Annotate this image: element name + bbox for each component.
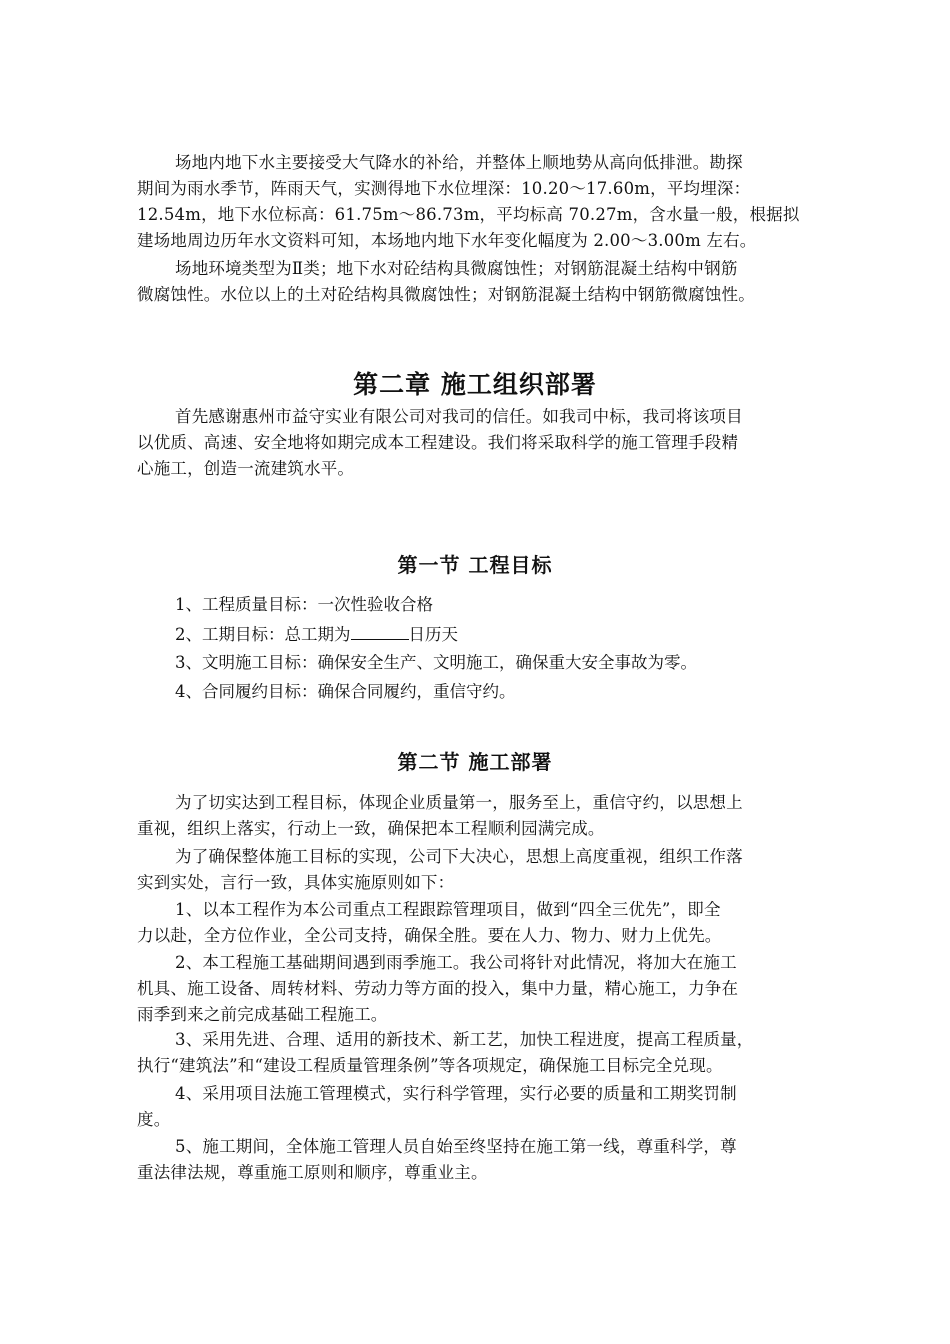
deployment-paragraph [137, 790, 837, 842]
text-line: 度。 [137, 1110, 171, 1129]
text-line: 12.54m，地下水位标高：61.75m～86.73m，平均标高 70.27m，含水量一般，根据拟 [137, 205, 800, 224]
goal-item-schedule-text: 2、工期目标：总工期为 [175, 625, 351, 644]
text-line: 3、采用先进、合理、适用的新技术、新工艺，加快工程进度，提高工程质量， [175, 1030, 754, 1049]
text-line: 5、施工期间，全体施工管理人员自始至终坚持在施工第一线，尊重科学，尊 [175, 1137, 737, 1156]
text-line: 1、以本工程作为本公司重点工程跟踪管理项目，做到“四全三优先”，即全 [175, 900, 721, 919]
chapter-intro-paragraph [137, 404, 837, 482]
chapter-title: 第二章 施工组织部署 [353, 370, 597, 399]
text-line: 执行“建筑法”和“建设工程质量管理条例”等各项规定，确保施工目标完全兑现。 [137, 1056, 723, 1075]
principle-item [137, 1081, 837, 1133]
duration-blank [351, 621, 409, 640]
text-line: 以优质、高速、安全地将如期完成本工程建设。我们将采取科学的施工管理手段精 [137, 433, 739, 452]
intro-paragraph-groundwater [137, 150, 837, 254]
goal-item-quality: 1、工程质量目标：一次性验收合格 [175, 595, 433, 614]
goal-item-contract: 4、合同履约目标：确保合同履约，重信守约。 [175, 682, 516, 701]
text-line: 实到实处，言行一致，具体实施原则如下： [137, 873, 455, 892]
goal-item-schedule-suffix: 日历天 [408, 625, 458, 644]
text-line: 2、本工程施工基础期间遇到雨季施工。我公司将针对此情况，将加大在施工 [175, 953, 737, 972]
text-line: 微腐蚀性。水位以上的土对砼结构具微腐蚀性；对钢筋混凝土结构中钢筋微腐蚀性。 [137, 285, 755, 304]
text-line: 期间为雨水季节，阵雨天气，实测得地下水位埋深：10.20～17.60m，平均埋深： [137, 179, 751, 198]
text-line: 建场地周边历年水文资料可知，本场地内地下水年变化幅度为 2.00～3.00m 左右。 [137, 231, 757, 250]
text-line: 4、采用项目法施工管理模式，实行科学管理，实行必要的质量和工期奖罚制 [175, 1084, 737, 1103]
deployment-paragraph [137, 844, 837, 896]
text-line: 重法律法规，尊重施工原则和顺序，尊重业主。 [137, 1163, 488, 1182]
principle-item [137, 897, 837, 949]
principle-item [137, 1027, 837, 1079]
section-title-goals: 第一节 工程目标 [397, 553, 553, 577]
text-line: 为了切实达到工程目标，体现企业质量第一，服务至上，重信守约，以思想上 [175, 793, 743, 812]
text-line: 力以赴，全方位作业，全公司支持，确保全胜。要在人力、物力、财力上优先。 [137, 926, 722, 945]
principle-item [137, 950, 837, 1028]
goal-item-schedule [175, 621, 458, 648]
section-title-deployment: 第二节 施工部署 [397, 750, 553, 774]
text-line: 雨季到来之前完成基础工程施工。 [137, 1005, 388, 1024]
goal-item-civilized: 3、文明施工目标：确保安全生产、文明施工，确保重大安全事故为零。 [175, 653, 697, 672]
text-line: 重视，组织上落实，行动上一致，确保把本工程顺利园满完成。 [137, 819, 605, 838]
text-line: 首先感谢惠州市益守实业有限公司对我司的信任。如我司中标，我司将该项目 [175, 407, 743, 426]
text-line: 场地环境类型为Ⅱ类；地下水对砼结构具微腐蚀性；对钢筋混凝土结构中钢筋 [175, 259, 738, 278]
text-line: 为了确保整体施工目标的实现，公司下大决心，思想上高度重视，组织工作落 [175, 847, 743, 866]
text-line: 机具、施工设备、周转材料、劳动力等方面的投入，集中力量，精心施工，力争在 [137, 979, 739, 998]
intro-paragraph-environment [137, 256, 837, 308]
text-line: 场地内地下水主要接受大气降水的补给，并整体上顺地势从高向低排泄。勘探 [175, 153, 743, 172]
principle-item [137, 1134, 837, 1186]
text-line: 心施工，创造一流建筑水平。 [137, 459, 355, 478]
